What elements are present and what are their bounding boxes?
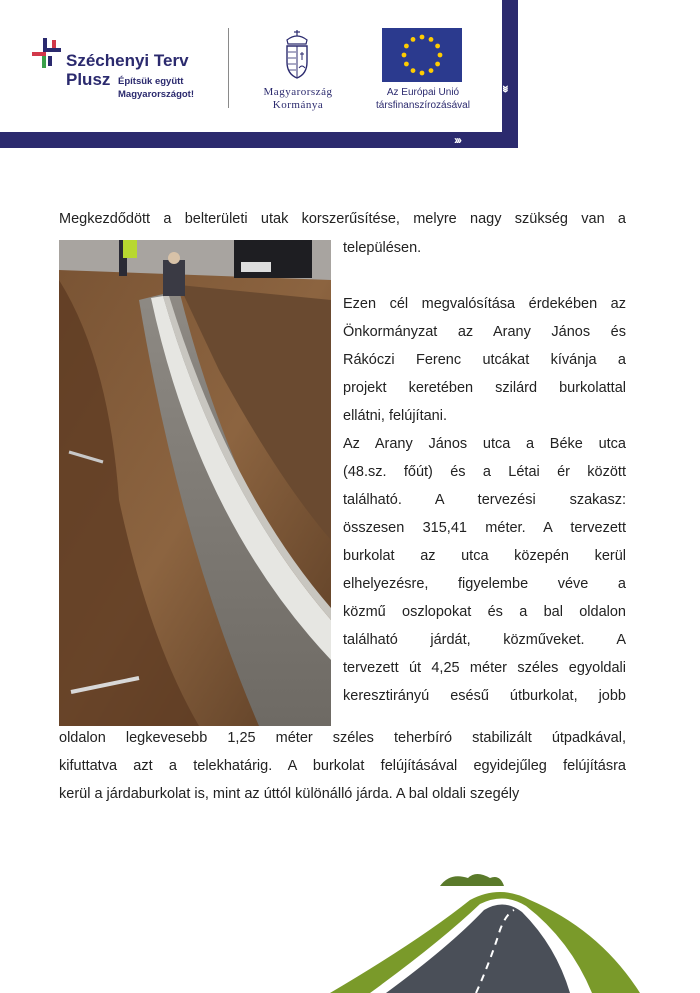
roadwork-photo <box>59 240 331 726</box>
eu-label-line-1: Az Európai Unió <box>386 87 460 98</box>
government-label-line-1: Magyarország <box>263 86 333 98</box>
logo-tagline-line-1: Építsük együtt <box>118 76 184 87</box>
eu-star-icon <box>429 68 434 73</box>
text-line: található. A tervezési szakasz: <box>343 492 626 508</box>
page-header <box>0 0 518 148</box>
text-line: projekt keretében szilárd burkolattal <box>343 380 626 396</box>
eu-label-line-2: társfinanszírozásával <box>376 100 470 111</box>
eu-star-icon <box>420 35 425 40</box>
eu-star-icon <box>402 53 407 58</box>
text-line: összesen 315,41 méter. A tervezett <box>343 520 626 536</box>
blank-line <box>343 262 626 290</box>
winding-road-illustration <box>300 870 700 993</box>
eu-star-icon <box>411 68 416 73</box>
eu-star-icon <box>435 62 440 67</box>
logo-tagline-line-2: Magyarországot! <box>118 89 195 100</box>
text-line: Önkormányzat az Arany János és <box>343 324 626 340</box>
header-bottom-bar <box>0 132 518 148</box>
eu-flag-icon <box>382 28 462 82</box>
text-line: keresztirányú esésű útburkolat, jobb <box>343 688 626 704</box>
text-line: közmű oszlopokat és a bal oldalon <box>343 604 626 620</box>
text-line: Az Arany János utca a Béke utca <box>343 436 626 452</box>
text-line: tervezett út 4,25 méter széles egyoldali <box>343 660 626 676</box>
text-line: burkolat az utca közepén kerül <box>343 548 626 564</box>
header-divider <box>228 28 229 108</box>
logo-title: Széchenyi Terv <box>66 51 189 70</box>
hungarian-coat-of-arms-icon <box>282 28 312 80</box>
text-line: oldalon legkevesebb 1,25 méter széles teherbíró stabilizált útpadkával, <box>59 730 626 746</box>
text-line: településen. <box>343 240 422 256</box>
eu-star-icon <box>404 44 409 49</box>
eu-star-icon <box>404 62 409 67</box>
text-line: ellátni, felújítani. <box>343 408 447 424</box>
text-line: található járdát, közműveket. A <box>343 632 626 648</box>
chevron-right-icon: ››› <box>454 133 460 147</box>
government-label <box>250 86 346 112</box>
article-intro <box>59 205 626 233</box>
szechenyi-cross-icon <box>26 34 70 74</box>
logo-plus: Plusz <box>66 70 111 89</box>
article-column-beside-photo <box>343 234 626 710</box>
eu-star-icon <box>435 44 440 49</box>
chevron-down-icon: ››› <box>499 85 513 91</box>
eu-star-icon <box>411 37 416 42</box>
government-label-line-2: Kormánya <box>272 99 324 111</box>
text-line: Ezen cél megvalósítása érdekében az <box>343 296 626 312</box>
logo-tagline <box>118 75 194 101</box>
header-side-bar <box>499 0 518 148</box>
eu-star-icon <box>420 71 425 76</box>
eu-cofinancing-label <box>366 86 480 112</box>
eu-star-icon <box>429 37 434 42</box>
text-line: (48.sz. főút) és a Létai ér között <box>343 464 626 480</box>
intro-line: Megkezdődött a belterületi utak korszerűsítése, melyre nagy szükség van a <box>59 211 626 227</box>
article-column-full-width <box>59 724 626 808</box>
text-line: kifuttatva azt a telekhatárig. A burkolat felújításával egyidejűleg felújításra <box>59 758 626 774</box>
text-line: kerül a járdaburkolat is, mint az úttól különálló járda. A bal oldali szegély <box>59 786 520 802</box>
text-line: Rákóczi Ferenc utcákat kívánja a <box>343 352 626 368</box>
text-line: elhelyezésre, figyelembe véve a <box>343 576 626 592</box>
eu-star-icon <box>438 53 443 58</box>
